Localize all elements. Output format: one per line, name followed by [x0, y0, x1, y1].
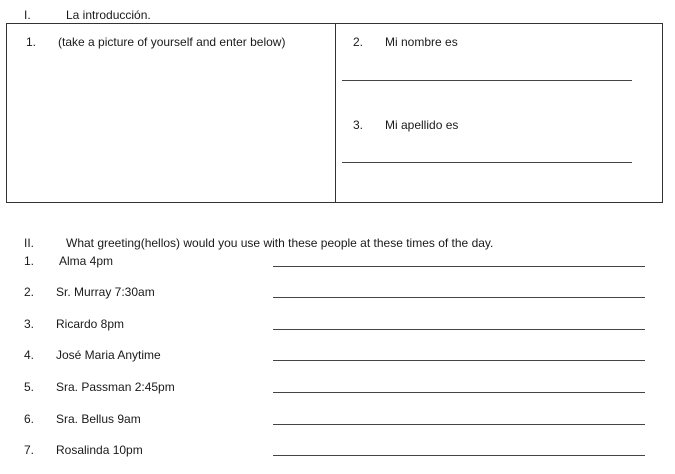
- greeting-row-person: Sr. Murray 7:30am: [56, 285, 155, 299]
- greeting-row-person: Alma 4pm: [59, 254, 114, 268]
- greeting-answer-blank[interactable]: [273, 297, 645, 298]
- first-name-blank[interactable]: [342, 80, 632, 81]
- greeting-row-number: 5.: [24, 380, 35, 394]
- first-name-label: Mi nombre es: [385, 35, 458, 49]
- greeting-answer-blank[interactable]: [273, 392, 645, 393]
- greeting-row-number: 3.: [24, 317, 35, 331]
- greeting-row-person: José Maria Anytime: [56, 348, 161, 362]
- greeting-row-number: 4.: [24, 348, 35, 362]
- greeting-row-number: 1.: [24, 254, 35, 268]
- first-name-item-number: 2.: [353, 35, 364, 49]
- greeting-answer-blank[interactable]: [273, 360, 645, 361]
- greeting-answer-blank[interactable]: [273, 424, 645, 425]
- introduction-box: [6, 23, 663, 203]
- greeting-row: [0, 380, 675, 396]
- section-2-question: What greeting(hellos) would you use with these people at these times of the day.: [66, 236, 494, 250]
- greeting-row: [0, 254, 675, 270]
- greeting-row-person: Rosalinda 10pm: [56, 443, 143, 457]
- greeting-row-number: 6.: [24, 412, 35, 426]
- surname-blank[interactable]: [342, 162, 632, 163]
- greeting-row: [0, 443, 675, 459]
- greeting-row: [0, 285, 675, 301]
- greeting-row-person: Sra. Passman 2:45pm: [56, 380, 175, 394]
- section-1-title: La introducción.: [66, 8, 151, 22]
- greeting-row-person: Sra. Bellus 9am: [56, 412, 141, 426]
- section-2-numeral: II.: [24, 236, 35, 250]
- greeting-row: [0, 412, 675, 428]
- surname-label: Mi apellido es: [385, 118, 459, 132]
- greeting-row-person: Ricardo 8pm: [56, 317, 125, 331]
- greeting-row: [0, 348, 675, 364]
- greeting-answer-blank[interactable]: [273, 266, 645, 267]
- surname-item-number: 3.: [353, 118, 364, 132]
- greeting-row: [0, 317, 675, 333]
- section-1-numeral: I.: [24, 8, 31, 22]
- box-divider: [335, 24, 336, 202]
- greeting-answer-blank[interactable]: [273, 329, 645, 330]
- photo-item-number: 1.: [26, 35, 37, 49]
- greeting-row-number: 7.: [24, 443, 35, 457]
- photo-instruction: (take a picture of yourself and enter below): [58, 35, 286, 49]
- greeting-row-number: 2.: [24, 285, 35, 299]
- greeting-answer-blank[interactable]: [273, 455, 645, 456]
